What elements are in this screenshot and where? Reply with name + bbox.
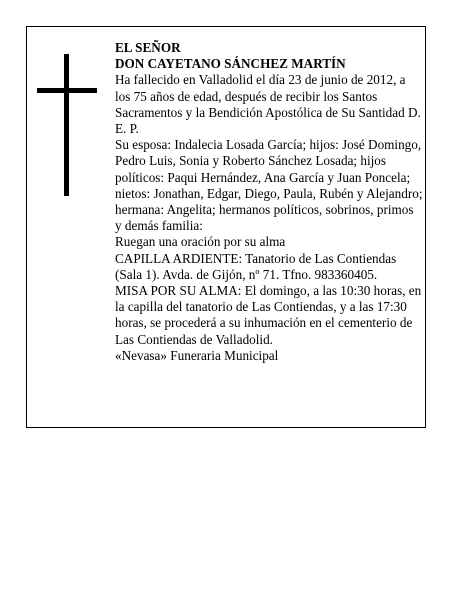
- chapel-info: CAPILLA ARDIENTE: Tanatorio de Las Contiendas (Sala 1). Avda. de Gijón, nº 71. Tfno. 983360405.: [115, 250, 397, 282]
- prayer-request: Ruegan una oración por su alma: [115, 234, 286, 250]
- funeral-home: «Nevasa» Funeraria Municipal: [115, 347, 279, 363]
- cross-horizontal-bar: [37, 88, 97, 93]
- cross-icon: [37, 54, 97, 196]
- mass-info: MISA POR SU ALMA: El domingo, a las 10:30 horas, en la capilla del tanatorio de Las Contiendas, y a las 17:30 horas, se procederá a su inhumación en el cementerio de Las Contiendas de Valladolid.: [115, 283, 422, 347]
- death-announcement: Ha fallecido en Valladolid el día 23 de junio de 2012, a los 75 años de edad, después de recibir los Santos Sacramentos y la Bendición Apostólica de Su Santidad D. E. P.: [115, 72, 421, 137]
- title-line-1: EL SEÑOR: [115, 40, 181, 55]
- deceased-name: DON CAYETANO SÁNCHEZ MARTÍN: [115, 56, 346, 72]
- obituary-text: [115, 40, 423, 364]
- family-list: Su esposa: Indalecia Losada García; hijos: José Domingo, Pedro Luis, Sonia y Roberto Sánchez Losada; hijos políticos: Paqui Hernández, Ana García y Juan Poncela; nietos: Jonathan, Edgar, Diego, Paula, Rubén y Alejandro; hermana: Angelita; hermanos políticos, sobrinos, primos y demás familia:: [115, 137, 423, 234]
- obituary-notice: [26, 26, 426, 428]
- cross-vertical-bar: [64, 54, 69, 196]
